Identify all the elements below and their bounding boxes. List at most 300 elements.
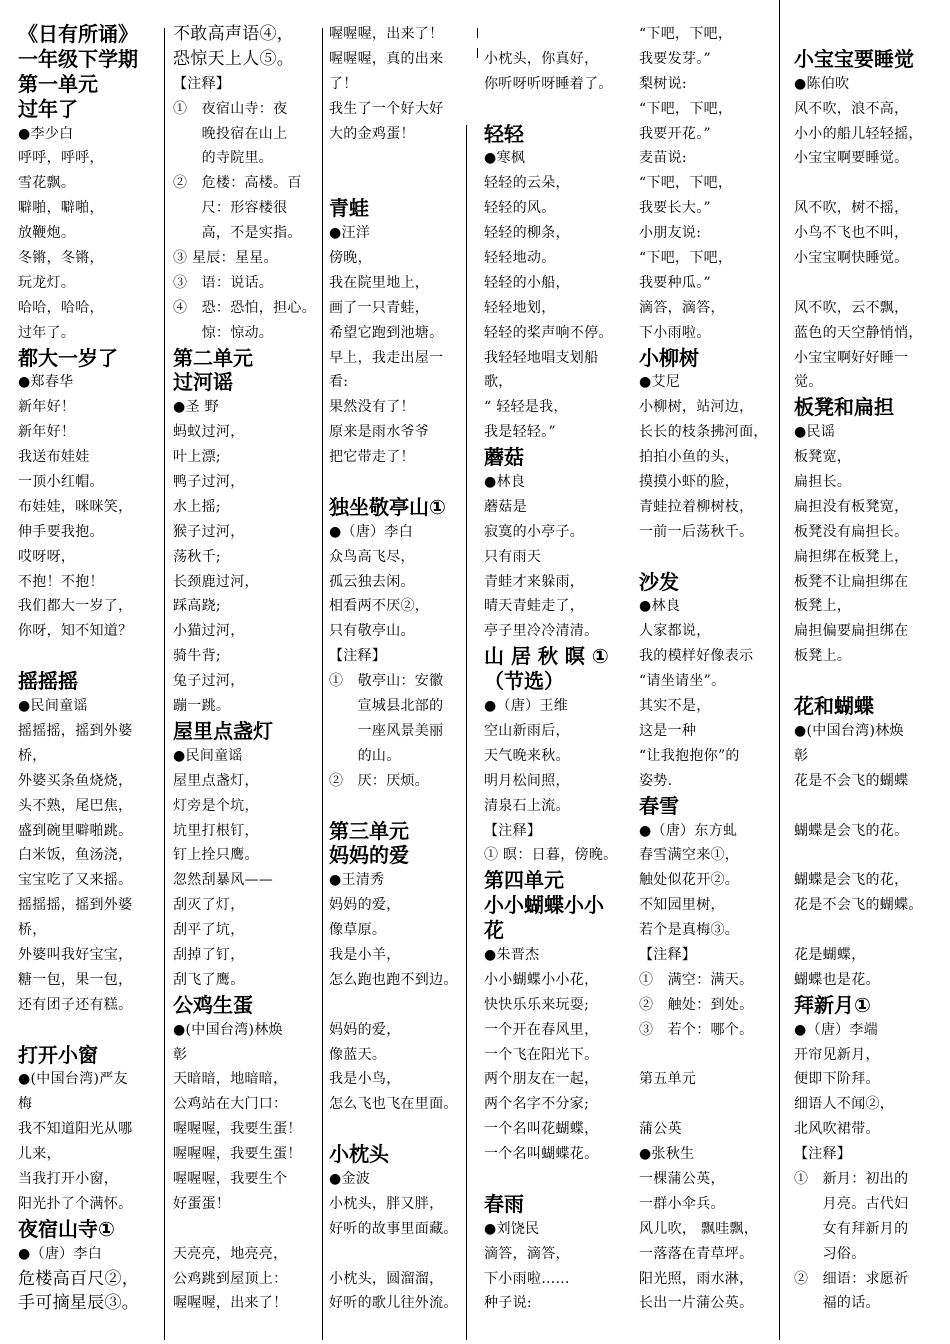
text-line: 板凳上， (794, 598, 852, 615)
text-line: 当我打开小窗， (18, 1170, 119, 1187)
text-line: 便即下阶拜。 (794, 1071, 880, 1088)
text-line: 轻轻的柳条， (484, 225, 570, 242)
text-line: 春雪满空来①， (639, 847, 740, 864)
text-line: 蹦一跳。 (173, 698, 231, 715)
text-line: 不抱！不抱！ (18, 573, 104, 590)
text-line: 小枕头，圆溜溜， (329, 1270, 444, 1287)
text-line: 你听呀听呀睡着了。 (484, 75, 613, 92)
text-line: 外婆买条鱼烧烧， (18, 772, 133, 789)
text-line: 小宝宝啊好好睡一 (794, 349, 909, 366)
section-heading: 夜宿山寺① (18, 1216, 115, 1241)
text-line: 了！ (329, 75, 358, 92)
text-line: 蒲公英 (639, 1121, 682, 1138)
text-line: 我要长大。” (639, 200, 711, 217)
section-heading: 轻轻 (484, 121, 524, 146)
blank-line (329, 171, 475, 196)
text-line: 天暗暗，地暗暗， (173, 1071, 288, 1088)
text-line: 我是小羊， (329, 946, 401, 963)
text-line: 天亮亮，地亮亮， (173, 1245, 288, 1262)
text-line: 【注释】 (329, 648, 387, 665)
section-heading: 过年了 (18, 96, 78, 121)
text-line: 【注释】 (173, 75, 231, 92)
text-line: 两个朋友在一起， (484, 1071, 599, 1088)
text-line: 小小的船儿轻轻摇， (794, 125, 923, 142)
text-line: 你呀，知不知道？ (18, 623, 133, 640)
text-line: 宣城县北部的 (329, 698, 444, 715)
text-line: 哈哈，哈哈， (18, 299, 104, 316)
text-line: 人家都说， (639, 623, 711, 640)
text-line: 快快乐乐来玩耍; (484, 996, 590, 1013)
text-line: 风儿吹， 飘哇飘， (639, 1220, 759, 1237)
text-line: 画了一只青蛙， (329, 299, 430, 316)
blank-line (329, 993, 475, 1018)
text-line: ●李少白 (18, 125, 74, 142)
text-line: ●朱晋杰 (484, 946, 540, 963)
text-line: ② 厌：厌烦。 (329, 772, 430, 789)
text-line: 这是一种 (639, 722, 697, 739)
text-line: 刮飞了鹰。 (173, 971, 245, 988)
blank-line (484, 97, 634, 122)
text-line: ●（唐）王维 (484, 698, 569, 715)
blank-line (794, 918, 940, 943)
text-line: 轻轻的风。 (484, 200, 556, 217)
text-line: 盛到碗里噼啪跳。 (18, 822, 133, 839)
text-line: ●（唐）东方虬 (639, 822, 738, 839)
text-line: 小枕头，你真好， (484, 50, 599, 67)
text-line: 小猫过河， (173, 623, 245, 640)
text-line: ●(中国台湾)林焕 (794, 722, 904, 739)
text-line: 好听的故事里面藏。 (329, 1220, 458, 1237)
text-line: 我不知道阳光从哪 (18, 1121, 133, 1138)
blank-line (329, 1242, 475, 1267)
text-line: 蝴蝶是会飞的花， (794, 872, 909, 889)
section-heading: 公鸡生蛋 (173, 992, 253, 1017)
text-line: 高，不是实指。 (173, 225, 302, 242)
text-line: 好听的歌儿往外流。 (329, 1295, 458, 1312)
blank-line (794, 22, 940, 47)
text-line: 果然没有了！ (329, 399, 415, 416)
text-line: 桥， (18, 747, 47, 764)
text-line: 清泉石上流。 (484, 797, 570, 814)
text-line: 滴答，滴答， (484, 1245, 570, 1262)
text-line: 呼呼，呼呼， (18, 150, 104, 167)
text-column-4 (484, 22, 634, 1340)
text-line: 钉上拴只鹰。 (173, 847, 259, 864)
blank-line (794, 794, 940, 819)
text-line: 一顶小红帽。 (18, 474, 104, 491)
text-line: 扁担没有板凳宽， (794, 498, 909, 515)
text-line: ●(中国台湾)林焕 (173, 1021, 283, 1038)
text-line: 公鸡跳到屋顶上： (173, 1270, 288, 1287)
text-line: 月亮。古代妇 (794, 1195, 909, 1212)
text-line: ① 敬亭山：安徽 (329, 673, 444, 690)
text-line: 轻轻的云朵， (484, 175, 570, 192)
text-line: 小宝宝啊要睡觉。 (794, 150, 909, 167)
text-line: 喔喔喔，出来了！ (329, 26, 444, 42)
text-line: ④ 恐：恐怕，担心。 (173, 299, 316, 316)
section-heading: 第三单元 (329, 818, 409, 843)
text-line: ●圣 野 (173, 399, 219, 416)
text-line: 轻轻地划， (484, 299, 556, 316)
text-line: 亭子里冷冷清清。 (484, 623, 599, 640)
text-line: 一个飞在阳光下。 (484, 1046, 599, 1063)
text-line: 头不熟，尾巴焦， (18, 797, 133, 814)
text-line: 一座风景美丽 (329, 722, 444, 739)
text-line: 希望它跑到池塘。 (329, 324, 444, 341)
text-line: 小鸟不飞也不叫， (794, 225, 909, 242)
section-heading: 花和蝴蝶 (794, 694, 874, 719)
text-line: ③ 星辰：星星。 (173, 250, 278, 267)
text-line: 怎么跑也跑不到边。 (329, 971, 458, 988)
blank-line (794, 669, 940, 694)
text-line: ●郑春华 (18, 374, 74, 391)
section-heading: 妈妈的爱 (329, 843, 409, 868)
text-line: 一个开在春风里， (484, 1021, 599, 1038)
text-line: 小朋友说: (639, 225, 702, 242)
text-line: “下吧，下吧， (639, 175, 733, 192)
text-column-6 (794, 22, 940, 1340)
blank-line (794, 271, 940, 296)
text-line: 屋里点盏灯， (173, 772, 259, 789)
text-line: 滴答，滴答， (639, 299, 725, 316)
text-line: ●民间童谣 (18, 698, 88, 715)
section-heading: 第二单元 (173, 345, 253, 370)
text-line: 糖一包，果一包， (18, 971, 133, 988)
text-line: ① 暝：日暮，傍晚。 (484, 847, 618, 864)
text-line: ●刘饶民 (484, 1220, 540, 1237)
text-line: 摇摇摇，摇到外婆 (18, 722, 133, 739)
text-line: “下吧，下吧， (639, 250, 733, 267)
text-line: 晚投宿在山上 (173, 125, 288, 142)
text-line: 麦苗说: (639, 150, 687, 167)
text-line: 孤云独去闲。 (329, 573, 415, 590)
text-line: 尺：形容楼很 (173, 200, 288, 217)
text-column-3 (329, 22, 475, 1340)
text-line: ① 夜宿山寺：夜 (173, 100, 288, 117)
text-line: 长颈鹿过河， (173, 573, 259, 590)
text-line: 踩高跷; (173, 598, 221, 615)
text-line: 开帘见新月， (794, 1046, 880, 1063)
text-line: 像草原。 (329, 922, 387, 939)
text-line: 新年好！ (18, 424, 76, 441)
text-line: ●民谣 (794, 424, 836, 441)
text-line: 长长的枝条拂河面， (639, 424, 768, 441)
text-line: 花是不会飞的蝴蝶。 (794, 897, 923, 914)
section-heading: 小宝宝要睡觉 (794, 46, 914, 71)
text-line: 蝴蝶是会飞的花。 (794, 822, 909, 839)
text-line: 轻轻的小船， (484, 274, 570, 291)
poem-line: 危楼高百尺②， (18, 1268, 140, 1289)
text-line: 喔喔喔，我要生个 (173, 1170, 288, 1187)
text-line: 我要开花。” (639, 125, 711, 142)
text-line: 刮掉了钉， (173, 946, 245, 963)
text-line: 晴天青蛙走了， (484, 598, 585, 615)
text-line: ●寒枫 (484, 150, 526, 167)
text-line: 还有团子还有糕。 (18, 996, 133, 1013)
text-line: 轻轻地动。 (484, 250, 556, 267)
section-heading: 都大一岁了 (18, 345, 118, 370)
text-line: 蘑菇是 (484, 498, 527, 515)
text-line: 喔喔喔，我要生蛋！ (173, 1121, 302, 1138)
section-heading: 蘑菇 (484, 445, 524, 470)
blank-line (329, 146, 475, 171)
blank-line (329, 794, 475, 819)
text-line: 我生了一个好大好 (329, 100, 444, 117)
text-line: ③ 语：说话。 (173, 274, 274, 291)
text-line: 我的模样好像表示 (639, 648, 754, 665)
section-heading: 《日有所诵》 (18, 22, 138, 46)
blank-line (639, 1043, 783, 1068)
section-heading: 春雪 (639, 793, 679, 818)
text-line: 看: (329, 374, 349, 391)
section-heading: 第四单元 (484, 868, 564, 893)
text-line: 轻轻的桨声响不停。 (484, 324, 613, 341)
text-line: 歌， (484, 374, 513, 391)
text-line: 一落落在青草坪。 (639, 1245, 754, 1262)
text-line: 下小雨啦…… (484, 1270, 570, 1287)
section-heading: 青蛙 (329, 196, 369, 221)
text-line: 喔喔喔，真的出来 (329, 50, 444, 67)
text-line: 妈妈的爱， (329, 897, 401, 914)
text-line: “让我抱抱你”的 (639, 747, 740, 764)
blank-line (173, 1217, 321, 1242)
text-line: 哎呀呀， (18, 548, 76, 565)
text-line: 我们都大一岁了， (18, 598, 133, 615)
text-line: ●汪洋 (329, 225, 371, 242)
text-line: 明月松间照， (484, 772, 570, 789)
text-line: 叶上漂; (173, 449, 221, 466)
section-heading: 屋里点盏灯 (173, 718, 273, 743)
text-line: 公鸡站在大门口： (173, 1096, 288, 1113)
text-line: 下小雨啦。 (639, 324, 711, 341)
text-line: 姿势. (639, 772, 673, 789)
text-line: ●林良 (484, 474, 526, 491)
text-line: 第五单元 (639, 1071, 697, 1088)
text-line: 觉。 (794, 374, 823, 391)
poem-line: 手可摘星辰③。 (18, 1293, 140, 1314)
blank-line (18, 644, 168, 669)
text-line: 扁担绑在板凳上， (794, 548, 909, 565)
text-line: 板凳宽， (794, 449, 852, 466)
text-line: 众鸟高飞尽， (329, 548, 415, 565)
text-line: 扁担长。 (794, 474, 852, 491)
text-line: 蚂蚁过河， (173, 424, 245, 441)
section-heading: 一年级下学期 (18, 46, 138, 71)
text-line: 阳光扑了个满怀。 (18, 1195, 133, 1212)
column-rule (477, 28, 478, 38)
text-line: 只有敬亭山。 (329, 623, 415, 640)
text-line: 摸摸小虾的脸， (639, 474, 740, 491)
blank-line (329, 1117, 475, 1142)
text-line: 空山新雨后， (484, 722, 570, 739)
text-line: 的寺院里。 (173, 150, 274, 167)
text-line: “下吧，下吧， (639, 26, 733, 42)
text-line: “请坐请坐”。 (639, 673, 726, 690)
text-line: 【注释】 (639, 946, 697, 963)
text-line: 过年了。 (18, 324, 76, 341)
text-line: 彰 (173, 1046, 188, 1063)
section-heading: （节选） (484, 669, 564, 694)
text-line: 小枕头，胖又胖， (329, 1195, 444, 1212)
text-line: 北风吹裙带。 (794, 1121, 880, 1138)
text-line: ② 细语：求愿祈 (794, 1270, 909, 1287)
text-line: 像蓝天。 (329, 1046, 387, 1063)
text-line: 把它带走了！ (329, 449, 415, 466)
text-line: 外婆叫我好宝宝， (18, 946, 133, 963)
section-heading: 花 (484, 918, 504, 943)
section-heading: 打开小窗 (18, 1042, 98, 1067)
text-line: 新年好！ (18, 399, 76, 416)
section-heading: 小小蝴蝶小小 (484, 893, 604, 918)
text-line: ●艾尼 (639, 374, 681, 391)
text-line: 花是不会飞的蝴蝶 (794, 772, 909, 789)
section-heading: 山 居 秋 暝 ① (484, 644, 609, 669)
text-line: 女有拜新月的 (794, 1220, 909, 1237)
text-line: 福的话。 (794, 1295, 880, 1312)
text-line: ② 危楼：高楼。百 (173, 175, 302, 192)
text-line: 傍晚， (329, 250, 372, 267)
text-line: 冬锵，冬锵， (18, 250, 104, 267)
text-line: 小小蝴蝶小小花， (484, 971, 599, 988)
text-line: 扁担偏要扁担绑在 (794, 623, 909, 640)
text-line: 拍拍小鱼的头， (639, 449, 740, 466)
text-line: 桥， (18, 922, 47, 939)
text-line: 布娃娃，咪咪笑， (18, 498, 133, 515)
text-line: 放鞭炮。 (18, 225, 76, 242)
text-line: 鸭子过河， (173, 474, 245, 491)
text-line: 原来是雨水爷爷 (329, 424, 430, 441)
text-line: 我送布娃娃 (18, 449, 90, 466)
text-line: ●王清秀 (329, 872, 385, 889)
text-column-1 (18, 22, 168, 1340)
text-line: ●(中国台湾)严友 (18, 1071, 128, 1088)
section-heading: 春雨 (484, 1191, 524, 1216)
blank-line (639, 545, 783, 570)
blank-line (18, 1018, 168, 1043)
text-line: 风不吹，树不摇， (794, 200, 909, 217)
text-line: 风不吹，云不飘， (794, 299, 909, 316)
text-line: 若个是真梅③。 (639, 922, 740, 939)
text-line: 其实不是， (639, 698, 711, 715)
text-line: 板凳不让扁担绑在 (794, 573, 909, 590)
text-line: 风不吹，浪不高， (794, 100, 909, 117)
text-line: 雪花飘。 (18, 175, 76, 192)
text-line: ●（唐）李白 (18, 1245, 103, 1262)
text-line: ●张秋生 (639, 1146, 695, 1163)
text-line: 长出一片蒲公英。 (639, 1295, 754, 1312)
text-line: 伸手要我抱。 (18, 523, 104, 540)
text-line: 阳光照，雨水淋， (639, 1270, 754, 1287)
text-line: 我在院里地上， (329, 274, 430, 291)
text-line: “ 轻轻是我， (484, 399, 568, 416)
text-line: 的山。 (329, 747, 401, 764)
text-line: 白米饭，鱼汤浇， (18, 847, 133, 864)
text-line: ① 满空：满天。 (639, 971, 754, 988)
text-line: 荡秋千; (173, 548, 221, 565)
section-heading: 小枕头 (329, 1142, 389, 1167)
blank-line (794, 171, 940, 196)
text-line: 猴子过河， (173, 523, 245, 540)
text-line: 蓝色的天空静悄悄， (794, 324, 923, 341)
text-line: ③ 若个：哪个。 (639, 1021, 754, 1038)
text-line: 青蛙才来躲雨， (484, 573, 585, 590)
text-line: 小柳树，站河边， (639, 399, 754, 416)
text-line: 刮平了坑， (173, 922, 245, 939)
text-line: 我轻轻地唱支划船 (484, 349, 599, 366)
text-line: 我要种瓜。” (639, 274, 711, 291)
text-line: 种子说: (484, 1295, 532, 1312)
text-line: ●民间童谣 (173, 747, 243, 764)
text-line: “下吧，下吧， (639, 100, 733, 117)
section-heading: 板凳和扁担 (794, 395, 894, 420)
text-line: 忽然刮暴风—— (173, 872, 274, 889)
text-line: 习俗。 (794, 1245, 866, 1262)
blank-line (484, 22, 634, 47)
text-line: ●（唐）李端 (794, 1021, 879, 1038)
text-line: 花是蝴蝶， (794, 946, 866, 963)
text-line: 喔喔喔，我要生蛋！ (173, 1146, 302, 1163)
section-heading: 摇摇摇 (18, 669, 78, 694)
section-heading: 过河谣 (173, 370, 233, 395)
column-rule (322, 28, 323, 1340)
text-line: 刮灭了灯， (173, 897, 245, 914)
text-line: 宝宝吃了又来摇。 (18, 872, 133, 889)
text-line: 妈妈的爱， (329, 1021, 401, 1038)
column-rule (477, 48, 478, 58)
text-line: 天气晚来秋。 (484, 747, 570, 764)
text-column-2 (173, 22, 321, 1340)
text-line: 【注释】 (794, 1146, 852, 1163)
text-line: 小宝宝啊快睡觉。 (794, 250, 909, 267)
text-line: 我是小鸟， (329, 1071, 401, 1088)
text-line: 只有雨天 (484, 548, 542, 565)
text-line: ●陈伯吹 (794, 75, 850, 92)
text-line: 一个名叫花蝴蝶， (484, 1121, 599, 1138)
text-line: 两个名字不分家; (484, 1096, 590, 1113)
text-line: 触处似花开②。 (639, 872, 740, 889)
text-column-5 (639, 22, 783, 1340)
blank-line (639, 1092, 783, 1117)
section-heading: 第一单元 (18, 71, 98, 96)
text-line: 【注释】 (484, 822, 542, 839)
blank-line (794, 843, 940, 868)
text-line: ① 新月：初出的 (794, 1170, 909, 1187)
blank-line (329, 470, 475, 495)
poem-line: 恐惊天上人⑤。 (173, 48, 295, 69)
text-line: 梨树说: (639, 75, 687, 92)
text-line: 青蛙拉着柳树枝， (639, 498, 754, 515)
text-line: 板凳上。 (794, 648, 852, 665)
text-line: 摇摇摇，摇到外婆 (18, 897, 133, 914)
text-line: 兔子过河， (173, 673, 245, 690)
text-line: 大的金鸡蛋！ (329, 125, 415, 142)
poem-line: 不敢高声语④， (173, 24, 295, 44)
text-line: 一棵蒲公英， (639, 1170, 725, 1187)
text-line: 坑里打根钉， (173, 822, 259, 839)
text-line: 玩龙灯。 (18, 274, 76, 291)
text-line: 彰 (794, 747, 809, 764)
text-line: 我要发芽。” (639, 50, 711, 67)
text-line: 不知园里树， (639, 897, 725, 914)
text-line: 梅 (18, 1096, 33, 1113)
text-line: 一前一后荡秋千。 (639, 523, 754, 540)
text-line: 细语人不闻②， (794, 1096, 895, 1113)
text-line: 一群小伞兵。 (639, 1195, 725, 1212)
section-heading: 沙发 (639, 569, 679, 594)
text-line: 水上摇; (173, 498, 221, 515)
text-line: 喔喔喔，出来了！ (173, 1295, 288, 1312)
text-line: 寂寞的小亭子。 (484, 523, 585, 540)
